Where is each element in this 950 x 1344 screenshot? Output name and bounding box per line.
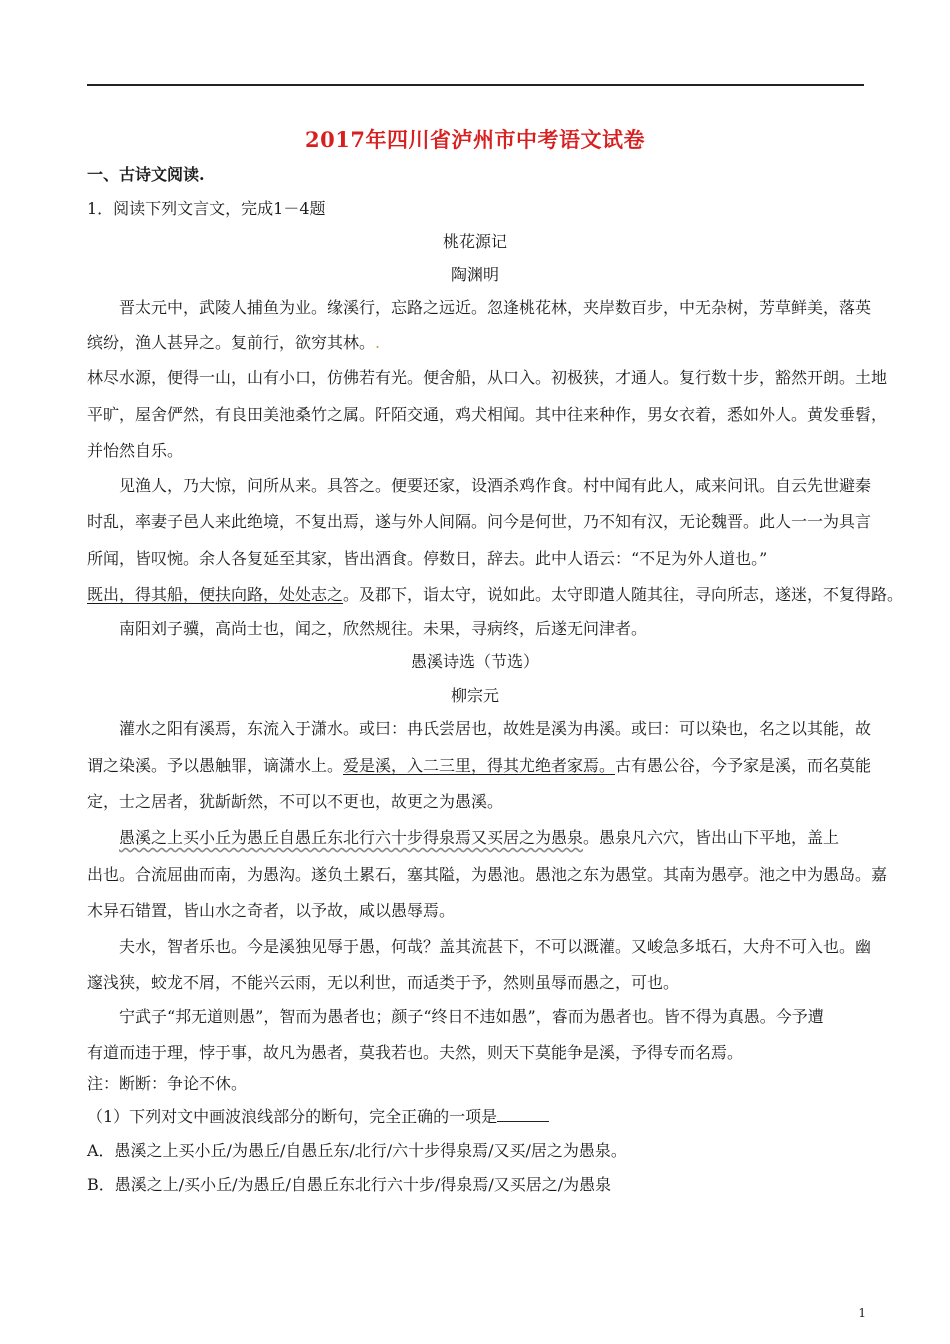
text1-line: 既出，得其船，便扶向路，处处志之。及郡下，诣太守，说如此。太守即遣人随其往，寻向所志，遂迷，不复得路。 <box>87 585 904 604</box>
section-heading: 一、古诗文阅读. <box>87 165 205 184</box>
text2-line: 宁武子“邦无道则愚”，智而为愚者也；颜子“终日不违如愚”，睿而为愚者也。皆不得为真愚。今予遭 <box>119 1007 824 1026</box>
text2-line: 夫水，智者乐也。今是溪独见辱于愚，何哉？盖其流甚下，不可以溉灌。又峻急多坻石，大舟不可入也。幽 <box>119 937 872 956</box>
text2-line: 灌水之阳有溪焉，东流入于潇水。或曰：冉氏尝居也，故姓是溪为冉溪。或曰：可以染也，名之以其能，故 <box>119 719 872 738</box>
wavy-underlined-passage: 愚溪之上买小丘为愚丘自愚丘东北行六十步得泉焉又买居之为愚泉 <box>119 828 584 847</box>
exam-title: 2017年四川省泸州市中考语文试卷 <box>305 127 645 152</box>
text1-line: 时乱，率妻子邑人来此绝境，不复出焉，遂与外人间隔。问今是何世，乃不知有汉，无论魏晋。此人一一为具言 <box>87 512 872 531</box>
text2-line: 木异石错置，皆山水之奇者，以予故，咸以愚辱焉。 <box>87 901 456 920</box>
text1-title: 桃花源记 <box>442 232 507 251</box>
footnote: 注：断断：争论不休。 <box>87 1074 248 1093</box>
text1-line: 林尽水源，便得一山，山有小口，仿佛若有光。便舍船，从口入。初极狭，才通人。复行数十步，豁然开朗。土地 <box>87 368 888 387</box>
text2-line: 邃浅狭，蛟龙不屑，不能兴云雨，无以利世，而适类于予，然则虽辱而愚之，可也。 <box>87 973 680 992</box>
page-number: 1 <box>858 1306 866 1320</box>
option-b[interactable]: B．愚溪之上/买小丘/为愚丘/自愚丘东北行六十步/得泉焉/又买居之/为愚泉 <box>87 1175 612 1194</box>
text2-title: 愚溪诗选（节选） <box>410 652 539 671</box>
question-intro: 1．阅读下列文言文，完成1－4题 <box>87 199 326 218</box>
underlined-sentence: 既出，得其船，便扶向路，处处志之 <box>87 585 344 604</box>
text1-line: 所闻，皆叹惋。余人各复延至其家，皆出酒食。停数日，辞去。此中人语云：“不足为外人道也。” <box>87 549 768 568</box>
sub-question: （1）下列对文中画波浪线部分的断句，完全正确的一项是 <box>87 1107 549 1127</box>
text1-line: 并怡然自乐。 <box>87 441 184 460</box>
text1-line: 南阳刘子骥，高尚士也，闻之，欣然规往。未果，寻病终，后遂无问津者。 <box>119 619 648 638</box>
text2-line: 出也。合流屈曲而南，为愚沟。遂负土累石，塞其隘，为愚池。愚池之东为愚堂。其南为愚亭。池之中为愚岛。嘉 <box>87 865 888 884</box>
text2-line: 有道而违于理，悖于事，故凡为愚者，莫我若也。夫然，则天下莫能争是溪，予得专而名焉。 <box>87 1043 744 1062</box>
text1-line: 缤纷，渔人甚异之。复前行，欲穷其林。. <box>87 333 381 352</box>
option-a[interactable]: A．愚溪之上买小丘/为愚丘/自愚丘东/北行/六十步得泉焉/又买/居之为愚泉。 <box>87 1141 627 1160</box>
text2-author: 柳宗元 <box>450 686 499 705</box>
text2-line: 愚溪之上买小丘为愚丘自愚丘东北行六十步得泉焉又买居之为愚泉。愚泉凡六穴，皆出山下平地，盖上 <box>119 828 840 847</box>
text2-line: 谓之染溪。予以愚触罪，谪潇水上。爱是溪，入二三里，得其尤绝者家焉。古有愚公谷，今予家是溪，而名莫能 <box>87 756 872 775</box>
header-rule <box>87 84 864 86</box>
answer-blank[interactable] <box>497 1107 549 1122</box>
text1-line: 见渔人，乃大惊，问所从来。具答之。便要还家，设酒杀鸡作食。村中闻有此人，咸来问讯。自云先世避秦 <box>119 476 872 495</box>
underlined-sentence: 爱是溪，入二三里，得其尤绝者家焉。 <box>343 756 616 775</box>
text1-line: 平旷，屋舍俨然，有良田美池桑竹之属。阡陌交通，鸡犬相闻。其中往来种作，男女衣着，悉如外人。黄发垂髫， <box>87 405 888 424</box>
text1-line: 晋太元中，武陵人捕鱼为业。缘溪行，忘路之远近。忽逢桃花林，夹岸数百步，中无杂树，芳草鲜美，落英 <box>119 298 872 317</box>
text1-author: 陶渊明 <box>450 265 499 284</box>
text2-line: 定，士之居者，犹龂龂然，不可以不更也，故更之为愚溪。 <box>87 792 504 811</box>
